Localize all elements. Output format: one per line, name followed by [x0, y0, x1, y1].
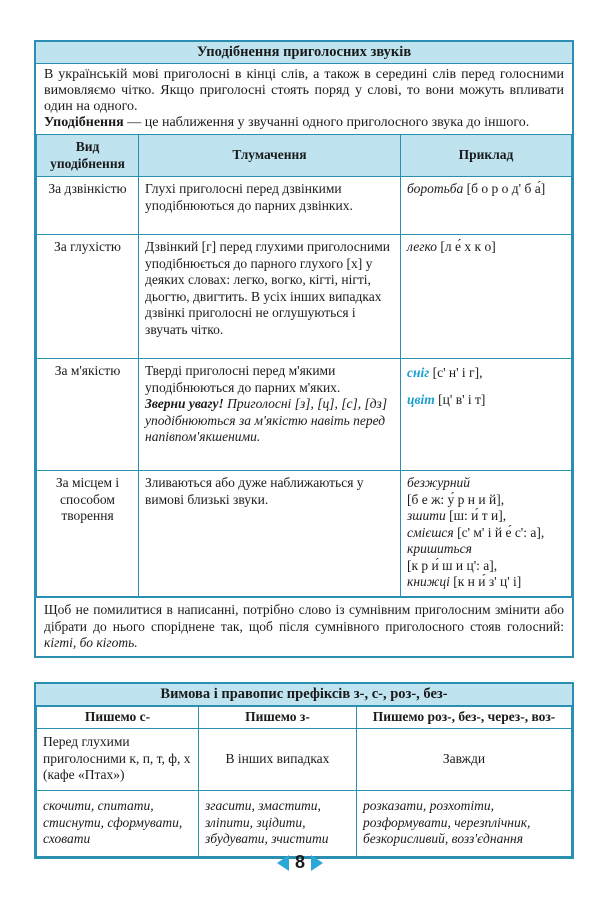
- prefixes-section: [34, 682, 574, 859]
- tip-text: Щоб не помилитися в написанні, потрібно слово із сумнівним приголосним змінити або дібрати до нього споріднене так, щоб після сумнівного приголосного стояв голосний:: [44, 602, 564, 634]
- rule-cell: Завжди: [357, 728, 572, 790]
- prefixes-table: [36, 706, 572, 857]
- assimilation-section: [34, 40, 574, 658]
- table-header-row: [37, 135, 572, 177]
- example-word: зшити: [407, 508, 446, 523]
- example-cell: згасити, змастити, зліпити, зцідити, збудувати, зчистити: [199, 790, 357, 856]
- example-transcription: [с' н' і г],: [432, 365, 483, 380]
- example-word: безжурний: [407, 475, 471, 490]
- example-transcription: [б о р о д' б а́]: [466, 181, 546, 196]
- spelling-tip: [36, 597, 572, 656]
- example-transcription: [б е ж: у́ р н и й],: [407, 491, 505, 507]
- page-number: 8: [294, 852, 305, 872]
- table-row: [37, 728, 572, 790]
- example-transcription: [ш: и́ т и],: [449, 508, 507, 523]
- definition-term: Уподібнення: [44, 115, 124, 130]
- row-type: За дзвінкістю: [37, 177, 139, 235]
- rule-cell: Перед глухими приголосними к, п, т, ф, х (кафе «Птах»): [37, 728, 199, 790]
- example-transcription: [к р и́ ш и ц': а],: [407, 557, 498, 573]
- tip-example: кігті, бо кіготь.: [44, 635, 138, 650]
- row-example: [401, 471, 572, 597]
- row-example: [401, 235, 572, 359]
- rule-cell: В інших випадках: [199, 728, 357, 790]
- section-title: Уподібнення приголосних звуків: [36, 42, 572, 64]
- example-word: сніг: [407, 365, 430, 380]
- example-word: книжці: [407, 574, 450, 589]
- row-explanation: [139, 359, 401, 471]
- example-word: легко: [407, 239, 438, 254]
- table-row: [37, 235, 572, 359]
- page-navigation: [0, 852, 600, 873]
- row-example: [401, 177, 572, 235]
- row-explanation: Зливаються або дуже наближаються у вимові близькі звуки.: [139, 471, 401, 597]
- header-example: Приклад: [401, 135, 572, 177]
- row-explanation: Дзвінкий [г] перед глухими приголосними уподібнюється до парного глухого [х] у деяких словах: легко, вогко, кігті, нігті, дьогтю, двигтить. В усіх інших випадках дзвінкі приголосні не оглушуються і звучать чітко.: [139, 235, 401, 359]
- example-cell: розказати, розхотіти, розформувати, черезплічник, безкорисливий, возз'єднання: [357, 790, 572, 856]
- example-word: кришиться: [407, 541, 472, 556]
- previous-page-icon[interactable]: [277, 855, 289, 871]
- example-word: смієшся: [407, 524, 454, 540]
- assimilation-table: [36, 134, 572, 597]
- table-row: [37, 790, 572, 856]
- header-explanation: Тлумачення: [139, 135, 401, 177]
- row-type: За глухістю: [37, 235, 139, 359]
- note-lead: Зверни увагу!: [145, 396, 224, 411]
- table-row: [37, 471, 572, 597]
- table-row: [37, 359, 572, 471]
- definition: [44, 115, 564, 131]
- table-header-row: [37, 707, 572, 729]
- note-text: Приголосні [з], [ц], [с], [дз] уподібнюються за м'якістю навіть перед напівпом'якшеними.: [145, 396, 388, 444]
- row-example: [401, 359, 572, 471]
- header-type: Вид уподібнення: [37, 135, 139, 177]
- row-type: За місцем і способом творення: [37, 471, 139, 597]
- definition-text: — це наближення у звучанні одного приголосного звука до іншого.: [123, 115, 530, 130]
- example-word: цвіт: [407, 391, 435, 407]
- row-type: За м'якістю: [37, 359, 139, 471]
- example-transcription: [к н и́ з' ц' і]: [453, 574, 522, 589]
- intro-paragraph: В українській мові приголосні в кінці слів, а також в середині слів перед голосними вимовляємо чітко. Якщо приголосні стоять поряд у слові, то вони можуть впливати один на одного.: [44, 67, 564, 114]
- example-transcription: [ц' в' і т]: [438, 391, 486, 407]
- section-title: Вимова і правопис префіксів з-, с-, роз-, без-: [36, 684, 572, 706]
- next-page-icon[interactable]: [311, 855, 323, 871]
- example-transcription: [с' м' і й е́ с': а],: [457, 524, 545, 540]
- example-transcription: [л е́ х к о]: [440, 239, 496, 254]
- example-word: боротьба: [407, 181, 464, 196]
- row-explanation: Глухі приголосні перед дзвінкими уподібнюються до парних дзвінких.: [139, 177, 401, 235]
- intro-text: [36, 64, 572, 134]
- example-cell: скочити, спитати, стиснути, сформувати, сховати: [37, 790, 199, 856]
- header-s: Пишемо с-: [37, 707, 199, 729]
- table-row: [37, 177, 572, 235]
- header-roz: Пишемо роз-, без-, через-, воз-: [357, 707, 572, 729]
- header-z: Пишемо з-: [199, 707, 357, 729]
- explanation-text: Тверді приголосні перед м'якими уподібнюються до парних м'яких.: [145, 363, 341, 395]
